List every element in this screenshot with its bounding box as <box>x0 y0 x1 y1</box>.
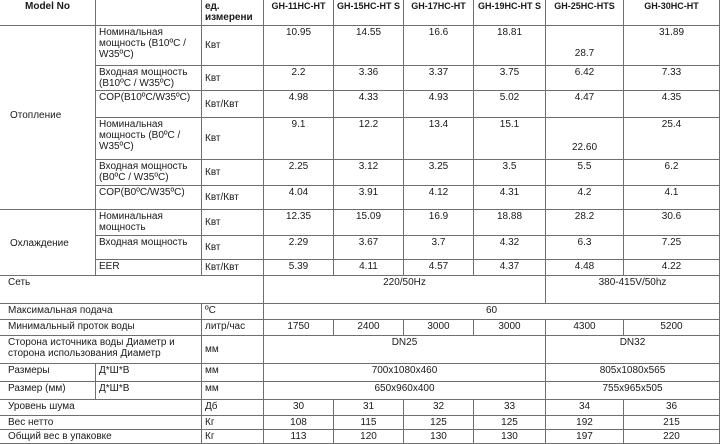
network-value-2: 380-415V/50hz <box>546 276 720 304</box>
value-cell: 30.6 <box>624 210 720 236</box>
network-value-1: 220/50Hz <box>264 276 546 304</box>
value-cell: 3.91 <box>334 186 404 210</box>
min-flow-value: 1750 <box>264 320 334 336</box>
noise-value: 31 <box>334 400 404 416</box>
model-header-5: GH-25HC-HTS <box>546 0 624 26</box>
value-cell: 3.36 <box>334 66 404 91</box>
noise-value: 36 <box>624 400 720 416</box>
param-cell: Входная мощность (B10ºC / W35ºC) <box>96 66 202 91</box>
unit-cell: Квт <box>202 236 264 260</box>
value-cell: 22.60 <box>546 118 624 160</box>
value-cell: 3.75 <box>474 66 546 91</box>
size-unit-2: мм <box>202 382 264 400</box>
value-cell: 5.39 <box>264 260 334 276</box>
unit-cell: Квт <box>202 118 264 160</box>
value-cell: 15.09 <box>334 210 404 236</box>
param-cell: Номинальная мощность <box>96 210 202 236</box>
unit-cell: Квт/Квт <box>202 186 264 210</box>
value-cell: 4.04 <box>264 186 334 210</box>
gross-weight-unit: Кг <box>202 430 264 444</box>
value-cell: 4.11 <box>334 260 404 276</box>
value-cell: 3.25 <box>404 160 474 186</box>
value-cell: 4.93 <box>404 91 474 118</box>
param-cell: COP(B10ºC/W35ºC) <box>96 91 202 118</box>
value-cell: 12.2 <box>334 118 404 160</box>
value-cell: 4.35 <box>624 91 720 118</box>
value-cell: 18.81 <box>474 26 546 66</box>
min-flow-value: 5200 <box>624 320 720 336</box>
min-flow-value: 3000 <box>474 320 546 336</box>
value-cell: 4.48 <box>546 260 624 276</box>
net-weight-label: Вес нетто <box>0 416 202 430</box>
value-cell: 4.1 <box>624 186 720 210</box>
value-cell: 18.88 <box>474 210 546 236</box>
gross-weight-value: 120 <box>334 430 404 444</box>
param-cell: Входная мощность <box>96 236 202 260</box>
unit-header <box>202 0 264 26</box>
gross-weight-value: 197 <box>546 430 624 444</box>
gross-weight-label: Общий вес в упаковке <box>0 430 202 444</box>
value-cell: 3.5 <box>474 160 546 186</box>
group-cooling <box>0 210 96 276</box>
value-cell: 31.89 <box>624 26 720 66</box>
value-cell: 4.98 <box>264 91 334 118</box>
value-cell: 2.25 <box>264 160 334 186</box>
value-cell: 2.29 <box>264 236 334 260</box>
noise-value: 33 <box>474 400 546 416</box>
diameter-value-2: DN32 <box>546 336 720 364</box>
value-cell: 3.67 <box>334 236 404 260</box>
value-cell: 3.12 <box>334 160 404 186</box>
net-weight-value: 108 <box>264 416 334 430</box>
value-cell: 4.2 <box>546 186 624 210</box>
value-cell: 4.22 <box>624 260 720 276</box>
unit-cell: Квт <box>202 210 264 236</box>
size-sub-1: Д*Ш*В <box>96 364 202 382</box>
value-cell: 4.12 <box>404 186 474 210</box>
value-cell: 7.25 <box>624 236 720 260</box>
value-cell: 13.4 <box>404 118 474 160</box>
gross-weight-value: 113 <box>264 430 334 444</box>
value-cell: 6.3 <box>546 236 624 260</box>
unit-cell: Квт <box>202 26 264 66</box>
model-header-6: GH-30HC-HT <box>624 0 720 26</box>
unit-cell: Квт <box>202 160 264 186</box>
group-cooling-label: Охлаждение <box>10 238 69 249</box>
model-header-2: GH-15HC-HT S <box>334 0 404 26</box>
value-cell: 7.33 <box>624 66 720 91</box>
noise-value: 30 <box>264 400 334 416</box>
size-sub-2: Д*Ш*В <box>96 382 202 400</box>
param-cell: Номинальная мощность (B10ºC / W35ºC) <box>96 26 202 66</box>
net-weight-unit: Кг <box>202 416 264 430</box>
noise-value: 34 <box>546 400 624 416</box>
min-flow-unit: литр/час <box>202 320 264 336</box>
noise-label: Уровень шума <box>0 400 202 416</box>
value-cell: 15.1 <box>474 118 546 160</box>
value-cell: 2.2 <box>264 66 334 91</box>
size-label-2: Размер (мм) <box>0 382 96 400</box>
diameter-unit: мм <box>202 336 264 364</box>
max-supply-label: Максимальная подача <box>0 304 202 320</box>
param-cell: EER <box>96 260 202 276</box>
diameter-value-1: DN25 <box>264 336 546 364</box>
max-supply-value: 60 <box>264 304 720 320</box>
value-cell: 28.7 <box>546 26 624 66</box>
value-cell: 4.47 <box>546 91 624 118</box>
value-cell: 6.42 <box>546 66 624 91</box>
value-cell: 4.31 <box>474 186 546 210</box>
network-label: Сеть <box>0 276 264 304</box>
unit-cell: Квт/Квт <box>202 260 264 276</box>
net-weight-value: 125 <box>404 416 474 430</box>
gross-weight-value: 130 <box>474 430 546 444</box>
group-heating-label: Отопление <box>10 110 62 121</box>
value-cell: 6.2 <box>624 160 720 186</box>
unit-header-label: ед. измерени <box>205 1 253 23</box>
group-heating <box>0 26 96 210</box>
value-cell: 3.37 <box>404 66 474 91</box>
max-supply-unit: ºC <box>202 304 264 320</box>
size-unit-1: мм <box>202 364 264 382</box>
size-value-2b: 755x965x505 <box>546 382 720 400</box>
min-flow-value: 3000 <box>404 320 474 336</box>
size-value-1a: 700x1080x460 <box>264 364 546 382</box>
noise-unit: Дб <box>202 400 264 416</box>
param-cell: COP(B0ºC/W35ºC) <box>96 186 202 210</box>
size-label-1: Размеры <box>0 364 96 382</box>
param-cell: Номинальная мощность (B0ºC / W35ºC) <box>96 118 202 160</box>
noise-value: 32 <box>404 400 474 416</box>
min-flow-value: 4300 <box>546 320 624 336</box>
min-flow-value: 2400 <box>334 320 404 336</box>
value-cell: 9.1 <box>264 118 334 160</box>
value-cell: 4.57 <box>404 260 474 276</box>
gross-weight-value: 130 <box>404 430 474 444</box>
net-weight-value: 115 <box>334 416 404 430</box>
size-value-1b: 805x1080x565 <box>546 364 720 382</box>
value-cell: 5.5 <box>546 160 624 186</box>
value-cell: 3.7 <box>404 236 474 260</box>
value-cell: 16.6 <box>404 26 474 66</box>
value-cell: 4.32 <box>474 236 546 260</box>
model-no-label: Model No <box>25 1 70 12</box>
diameter-label: Сторона источника воды Диаметр и сторона использования Диаметр <box>0 336 202 364</box>
size-value-2a: 650x960x400 <box>264 382 546 400</box>
net-weight-value: 215 <box>624 416 720 430</box>
gross-weight-value: 220 <box>624 430 720 444</box>
model-header-3: GH-17HC-HT <box>404 0 474 26</box>
value-cell: 4.37 <box>474 260 546 276</box>
value-cell: 16.9 <box>404 210 474 236</box>
value-cell: 10.95 <box>264 26 334 66</box>
unit-cell: Квт <box>202 66 264 91</box>
net-weight-value: 192 <box>546 416 624 430</box>
value-cell: 5.02 <box>474 91 546 118</box>
param-header <box>96 0 202 26</box>
model-header-1: GH-11HC-HT <box>264 0 334 26</box>
param-cell: Входная мощность (B0ºC / W35ºC) <box>96 160 202 186</box>
net-weight-value: 125 <box>474 416 546 430</box>
model-no-header <box>0 0 96 26</box>
value-cell: 4.33 <box>334 91 404 118</box>
model-header-4: GH-19HC-HT S <box>474 0 546 26</box>
min-flow-label: Минимальный проток воды <box>0 320 202 336</box>
value-cell: 25.4 <box>624 118 720 160</box>
value-cell: 12.35 <box>264 210 334 236</box>
value-cell: 28.2 <box>546 210 624 236</box>
value-cell: 14.55 <box>334 26 404 66</box>
unit-cell: Квт/Квт <box>202 91 264 118</box>
